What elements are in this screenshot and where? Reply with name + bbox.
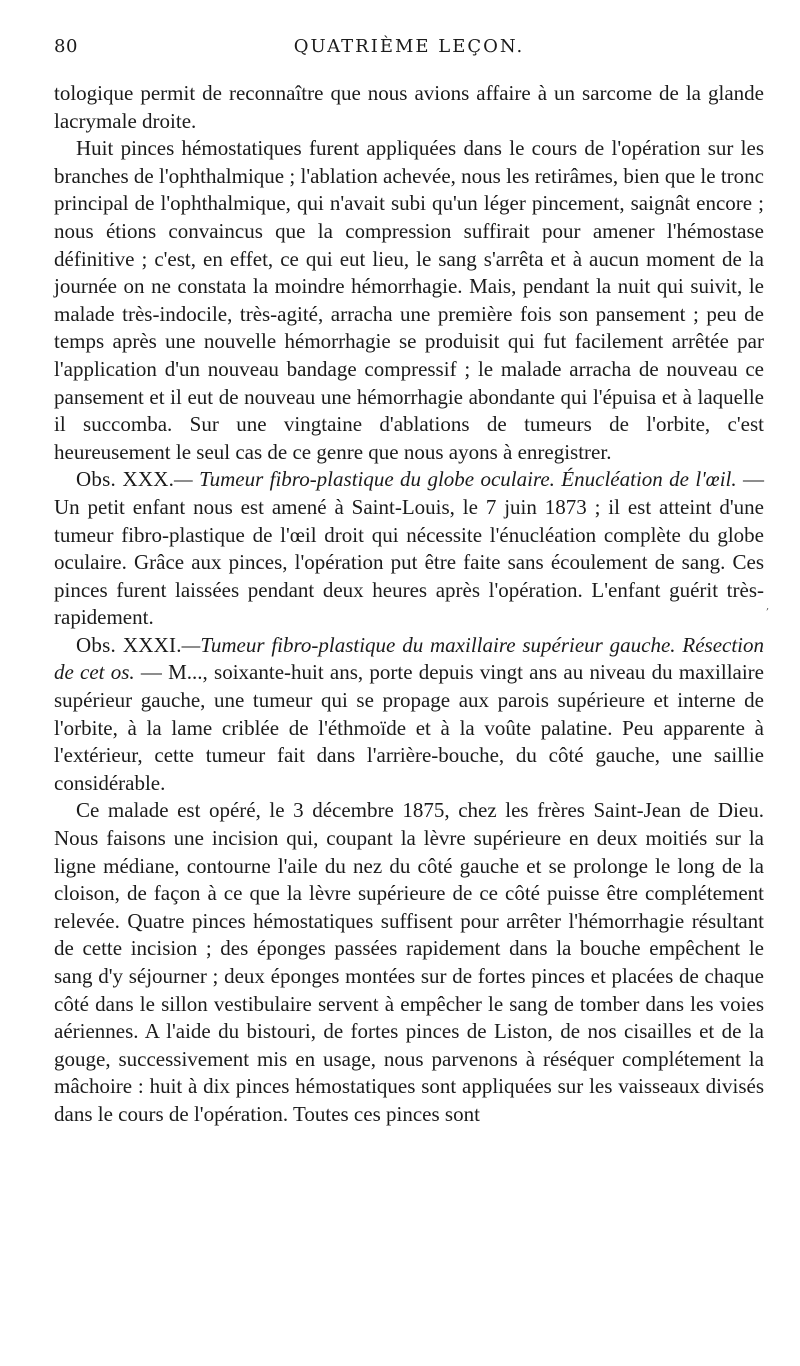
page-header	[54, 36, 764, 66]
observation-31-text: — M..., soixante-huit ans, porte depuis vingt ans au niveau du maxillaire supérieur gauche, une tumeur qui se propage aux parois supérieure et interne de l'orbite, à la lame criblée de l'éthmoïde et à la voûte palatine. Peu apparente à l'extérieur, cette tumeur fait dans l'arrière-bouche, du côté gauche, une saillie considérable.	[54, 660, 764, 795]
observation-30	[54, 466, 764, 632]
margin-mark: ,	[766, 601, 770, 612]
page-number: 80	[54, 36, 78, 57]
observation-30-label: Obs. XXX.	[76, 467, 175, 492]
running-head: QUATRIÈME LEÇON.	[293, 36, 525, 57]
observation-31-label: Obs. XXXI.	[76, 632, 182, 657]
observation-31	[54, 632, 764, 798]
body-text	[54, 80, 764, 1129]
observation-30-text: — Un petit enfant nous est amené à Saint-Louis, le 7 juin 1873 ; il est atteint d'une tumeur fibro-plastique de l'œil droit qui nécessite l'énucléation complète du globe oculaire. Grâce aux pinces, l'opération put être faite sans écoulement de sang. Ces pinces furent laissées pendant deux heures après l'opération. L'enfant guérit très-rapidement.	[54, 467, 765, 630]
observation-30-title: — Tumeur fibro-plastique du globe oculaire. Énucléation de l'œil.	[174, 467, 737, 492]
paragraph-hemostatic-pinces: Huit pinces hémostatiques furent appliquées dans le cours de l'opération sur les branches de l'ophthalmique ; l'ablation achevée, nous les retirâmes, bien que le tronc principal de l'ophthalmique, qui n'avait subi qu'un léger pincement, saignât encore ; nous étions convaincus que la compression suffirait pour amener l'hémostase définitive ; c'est, en effet, ce qui eut lieu, le sang s'arrêta et à aucun moment de la journée on ne constata la moindre hémorrhagie. Mais, pendant la nuit qui suivit, le malade très-indocile, très-agité, arracha une première fois son pansement ; peu de temps après une nouvelle hémorrhagie se produisit qui fut facilement arrêtée par l'application d'un nouveau bandage compressif ; le malade arracha de nouveau ce pansement et il eut de nouveau une hémorrhagie abondante qui l'épuisa et à laquelle il succomba. Sur une vingtaine d'ablations de tumeurs de l'orbite, c'est heureusement le seul cas de ce genre que nous ayons à enregistrer.	[54, 136, 764, 464]
paragraph-continuation: tologique permit de reconnaître que nous avions affaire à un sarcome de la glande lacrymale droite.	[54, 81, 764, 133]
paragraph-operation: Ce malade est opéré, le 3 décembre 1875, chez les frères Saint-Jean de Dieu. Nous faisons une incision qui, coupant la lèvre supérieure en deux moitiés sur la ligne médiane, contourne l'aile du nez du côté gauche et se prolonge le long de la cloison, de façon à ce que la lèvre supérieure de ce côté puisse être complétement relevée. Quatre pinces hémostatiques suffisent pour arrêter l'hémorrhagie résultant de cette incision ; des éponges passées rapidement dans la bouche empêchent le sang d'y séjourner ; deux éponges montées sur de fortes pinces et placées de chaque côté dans le sillon vestibulaire servent à empêcher le sang de tomber dans les voies aériennes. A l'aide du bistouri, de fortes pinces de Liston, de nos cisailles et de la gouge, successivement mis en usage, nous parvenons à réséquer complétement la mâchoire : huit à dix pinces hémostatiques sont appliquées sur les vaisseaux divisés dans le cours de l'opération. Toutes ces pinces sont	[54, 798, 764, 1126]
observation-31-title: —Tumeur fibro-plastique du maxillaire supérieur gauche. Résection de cet os.	[54, 632, 765, 685]
